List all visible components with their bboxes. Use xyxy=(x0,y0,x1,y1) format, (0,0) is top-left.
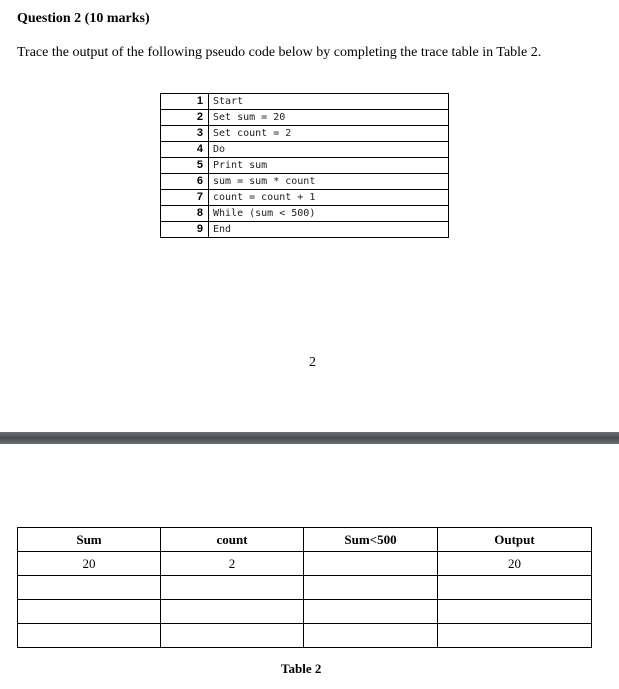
code-line xyxy=(161,222,449,238)
table-caption: Table 2 xyxy=(281,661,322,676)
trace-cell: 2 xyxy=(161,552,304,576)
question-title: Question 2 (10 marks) xyxy=(17,11,150,26)
line-number: 1 xyxy=(161,94,209,110)
trace-cell xyxy=(18,600,161,624)
line-number: 7 xyxy=(161,190,209,206)
column-header: Output xyxy=(438,528,592,552)
code-line xyxy=(161,142,449,158)
trace-cell xyxy=(18,624,161,648)
trace-row xyxy=(18,600,592,624)
trace-row xyxy=(18,576,592,600)
code-statement: While (sum < 500) xyxy=(209,206,449,222)
trace-cell xyxy=(18,576,161,600)
code-statement: Do xyxy=(209,142,449,158)
trace-row xyxy=(18,624,592,648)
code-line xyxy=(161,190,449,206)
column-header: count xyxy=(161,528,304,552)
code-line xyxy=(161,206,449,222)
pseudo-code-table xyxy=(160,93,449,238)
trace-cell xyxy=(304,624,438,648)
page-separator xyxy=(0,432,619,444)
code-line xyxy=(161,110,449,126)
column-header: Sum xyxy=(18,528,161,552)
line-number: 4 xyxy=(161,142,209,158)
trace-cell xyxy=(438,600,592,624)
trace-table xyxy=(17,527,592,648)
code-line xyxy=(161,174,449,190)
trace-cell xyxy=(304,576,438,600)
trace-cell xyxy=(304,552,438,576)
code-line xyxy=(161,94,449,110)
trace-cell: 20 xyxy=(438,552,592,576)
line-number: 9 xyxy=(161,222,209,238)
line-number: 8 xyxy=(161,206,209,222)
code-statement: sum = sum * count xyxy=(209,174,449,190)
page-number: 2 xyxy=(309,355,316,370)
code-statement: End xyxy=(209,222,449,238)
question-instructions: Trace the output of the following pseudo code below by completing the trace table in Table 2. xyxy=(17,45,542,60)
trace-cell xyxy=(161,600,304,624)
trace-cell xyxy=(438,624,592,648)
trace-cell xyxy=(438,576,592,600)
code-line xyxy=(161,126,449,142)
column-header: Sum<500 xyxy=(304,528,438,552)
line-number: 3 xyxy=(161,126,209,142)
code-statement: count = count + 1 xyxy=(209,190,449,206)
trace-header-row xyxy=(18,528,592,552)
code-statement: Print sum xyxy=(209,158,449,174)
trace-cell xyxy=(161,576,304,600)
line-number: 6 xyxy=(161,174,209,190)
line-number: 2 xyxy=(161,110,209,126)
line-number: 5 xyxy=(161,158,209,174)
trace-cell xyxy=(161,624,304,648)
code-statement: Start xyxy=(209,94,449,110)
code-line xyxy=(161,158,449,174)
trace-cell: 20 xyxy=(18,552,161,576)
code-statement: Set count = 2 xyxy=(209,126,449,142)
trace-row xyxy=(18,552,592,576)
code-statement: Set sum = 20 xyxy=(209,110,449,126)
trace-cell xyxy=(304,600,438,624)
